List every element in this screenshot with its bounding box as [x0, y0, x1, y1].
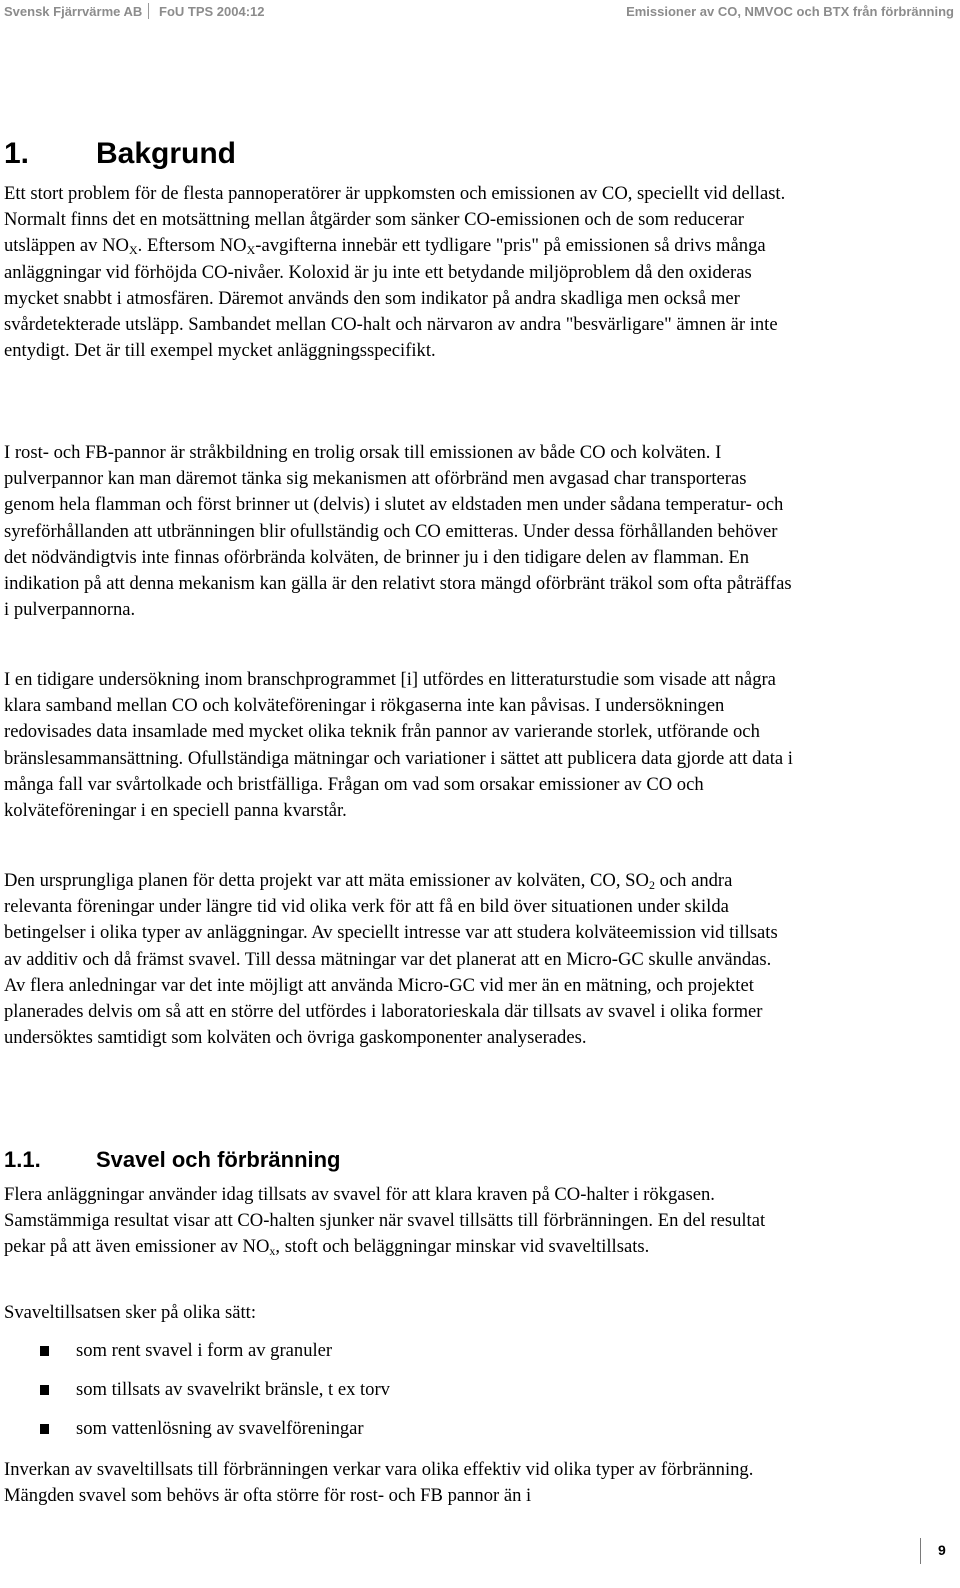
paragraph-background-3: I en tidigare undersökning inom branschprogrammet [i] utfördes en litteraturstudie som visade att några klara samband mellan CO och kolväteföreningar i rökgaserna inte kan påvisas. I undersökningen redovisades data insamlade med mycket olika teknik från pannor av varierande storlek, utförande och bränslesammansättning. Ofullständiga mätningar och variationer i sättet att publicera data gjorde att data i många fall var svårtolkade och bristfälliga. Frågan om vad som orsakar emissioner av CO och kolväteföreningar i en speciell panna kvarstår. — [4, 669, 793, 822]
text-run: och andra relevanta föreningar under längre tid vid olika verk för att få en bild över situationen under skilda betingelser i olika typer av anläggningar. Av speciellt intresse var att studera kolväteemission vid tillsats av additiv och då främst svavel. Till dessa mätningar var det planerat att en Micro-GC skulle användas. Av flera anledningar var det inte möjligt att använda Micro-GC vid mer än en mätning, och projektet planerades delvis om så att en större del utfördes i laboratorieskala där tillsats av svavel i olika former undersöktes samtidigt som kolväten och övriga gaskomponenter analyserades. — [4, 870, 778, 1049]
text-run: Ett stort problem för de flesta pannoperatörer är uppkomsten och emissionen av CO, speciellt vid dellast. Normalt finns det en motsättning mellan åtgärder som sänker CO-emissionen och de som reducerar utsläppen av NO — [4, 183, 786, 257]
section-number: 1. — [4, 137, 30, 170]
subscript: X — [246, 243, 256, 258]
header-organization: Svensk Fjärrvärme AB — [4, 4, 143, 19]
page-header — [0, 0, 960, 26]
paragraph-sulfur-2: Svaveltillsatsen sker på olika sätt: — [4, 1302, 256, 1323]
subscript: X — [128, 243, 138, 258]
section-heading-1-1 — [4, 1145, 341, 1175]
list-item — [4, 1416, 794, 1455]
paragraph-sulfur-3: Inverkan av svaveltillsats till förbränningen verkar vara olika effektiv vid olika typer av förbränning. Mängden svavel som behövs är ofta större för rost- och FB pannor än i — [4, 1459, 754, 1507]
footer-divider — [920, 1538, 921, 1564]
list-item-text: som tillsats av svavelrikt bränsle, t ex torv — [76, 1379, 390, 1400]
paragraph-background-4 — [4, 868, 794, 1051]
bullet-list — [4, 1338, 794, 1455]
paragraph-background-2: I rost- och FB-pannor är stråkbildning en trolig orsak till emissionen av både CO och kolväten. I pulverpannor kan man däremot tänka sig mekanismen att oförbränd men avgasad char transporteras genom hela flamman och först brinner ut (delvis) i slutet av eldstaden men under sådana temperatur- och syreförhållanden att utbränningen blir ofullständig och CO emitteras. Under dessa förhållanden behöver det nödvändigtvis inte finnas oförbrända kolväten, de brinner ju i den tidigare delen av flamman. En indikation på att denna mekanism kan gälla är den relativt stora mängd oförbränt träkol som ofta påträffas i pulverpannorna. — [4, 442, 792, 621]
list-item — [4, 1338, 794, 1377]
header-report-id: FoU TPS 2004:12 — [159, 4, 265, 19]
list-item-text: som rent svavel i form av granuler — [76, 1340, 333, 1361]
section-title: Bakgrund — [96, 137, 237, 170]
section-heading-1 — [4, 136, 236, 172]
square-bullet-icon — [40, 1385, 49, 1395]
text-run: Den ursprungliga planen för detta projekt var att mäta emissioner av kolväten, CO, SO — [4, 870, 649, 891]
square-bullet-icon — [40, 1346, 49, 1356]
list-item-text: som vattenlösning av svavelföreningar — [76, 1418, 364, 1439]
header-document-title: Emissioner av CO, NMVOC och BTX från förbränning — [626, 4, 954, 19]
subscript: x — [269, 1244, 276, 1259]
paragraph-sulfur-1 — [4, 1182, 794, 1261]
section-number: 1.1. — [4, 1147, 41, 1172]
section-title: Svavel och förbränning — [96, 1147, 341, 1172]
header-separator — [148, 3, 149, 19]
square-bullet-icon — [40, 1424, 49, 1434]
subscript: 2 — [648, 878, 655, 892]
text-run: -avgifterna innebär ett tydligare "pris" på emissionen så drivs många anläggningar vid förhöjda CO-nivåer. Koloxid är ju inte ett betydande miljöproblem då den oxideras mycket snabbt i atmosfären. Däremot används den som indikator på andra skadliga men också mer svårdetekterade utsläpp. Sambandet mellan CO-halt och närvaron av andra "besvärligare" ämnen är inte entydigt. Det är till exempel mycket anläggningsspecifikt. — [4, 235, 778, 362]
list-item — [4, 1377, 794, 1416]
page-number: 9 — [938, 1542, 946, 1558]
text-run: , stoft och beläggningar minskar vid svaveltillsats. — [275, 1236, 650, 1258]
text-run: . Eftersom NO — [137, 235, 247, 257]
paragraph-background-1 — [4, 181, 794, 364]
text-run: Flera anläggningar använder idag tillsats av svavel för att klara kraven på CO-halter i rökgasen. Samstämmiga resultat visar att CO-halten sjunker när svavel tillsätts till förbränningen. En del resultat pekar på att även emissioner av NO — [4, 1184, 766, 1258]
